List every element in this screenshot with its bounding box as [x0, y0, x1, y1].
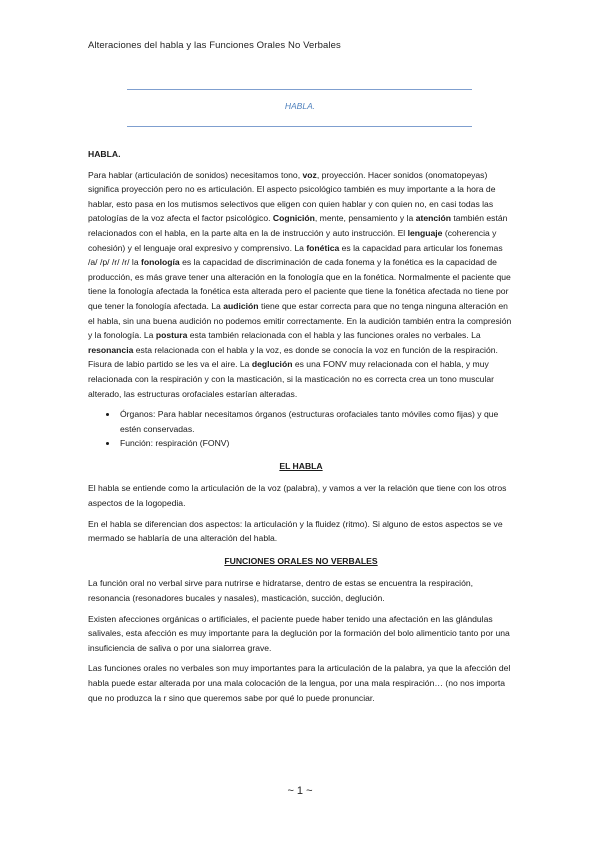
paragraph: El habla se entiende como la articulación de la voz (palabra), y vamos a ver la relación que tiene con los otros aspectos de la logopedia. — [88, 483, 507, 509]
paragraph: Existen afecciones orgánicas o artificiales, el paciente puede haber tenido una afectación en las glándulas salivales, esta afección es muy importante para la deglución por la formación del bolo alimenticio tanto por una insuficiencia de saliva o por una sialorrea grave. — [88, 613, 510, 653]
section-heading: HABLA. — [88, 149, 121, 159]
document-body — [88, 147, 514, 711]
bold-term: deglución — [251, 359, 293, 370]
bullet-item: • Función: respiración (FONV) — [118, 436, 514, 451]
running-header: Alteraciones del habla y las Funciones Orales No Verbales — [88, 40, 341, 51]
bold-term: postura — [155, 330, 188, 341]
text-run: es una FONV muy relacionada con el habla, y muy relacionada con la respiración y con la masticación, si la masticación no es correcta crea un tono muscular alterado, las estructuras orofaciales estarían alteradas. — [88, 359, 495, 399]
paragraph: Las funciones orales no verbales son muy importantes para la articulación de la palabra, ya que la afección del habla puede estar alterada por una mala colocación de la lengua, por una mala respiración… (no nos importa que no produzca la r sino que queremos sabe por qué lo puede pronunciar. — [88, 663, 511, 703]
text-run: , proyección. Hacer sonidos (onomatopeyas) significa proyección pero no es articulación. El aspecto psicológico también es muy importante a la hora de hablar, esto pasa en los mutismos selectivos que eligen con quien hablar y con quien no, en casi todas las patologías de la voz afecta el factor psicológico. — [88, 169, 496, 224]
bold-term: fonética — [306, 242, 340, 253]
text-run: (coherencia y cohesión) y el lenguaje oral expresivo y comprensivo. La — [88, 227, 497, 253]
text-run: es la capacidad para articular los fonemas /a/ /p/ /r/ /r/ la — [88, 242, 503, 268]
bullet-item: • Órganos: Para hablar necesitamos órganos (estructuras orofaciales tanto móviles como fijas) y que estén conservadas. — [118, 407, 514, 436]
bottom-divider — [127, 126, 472, 127]
page-number: ~ 1 ~ — [287, 785, 313, 797]
el-habla-heading: EL HABLA — [279, 460, 323, 471]
bold-term: lenguaje — [407, 227, 443, 238]
bold-term: fonología — [141, 257, 180, 268]
paragraph: La función oral no verbal sirve para nutrirse e hidratarse, dentro de estas se encuentra la respiración, resonancia (resonadores bucales y nasales), masticación, succión, deglución. — [88, 578, 474, 604]
text-run: esta también relacionada con el habla y las funciones orales no verbales. La — [187, 330, 481, 341]
section-caption: HABLA. — [284, 101, 316, 111]
top-divider — [127, 89, 472, 90]
text-run: esta relacionada con el habla y la voz, es donde se conocía la voz en función de la respiración. Fisura de labio partido se les va el aire. La — [88, 344, 498, 370]
intro-paragraph — [88, 168, 514, 402]
bold-term: atención — [415, 213, 452, 224]
text-run: también están relacionados con el habla, en la parte alta en la de instrucción y auto instrucción. El — [88, 213, 508, 238]
bullet-list — [88, 407, 514, 451]
bold-term: resonancia — [88, 344, 134, 355]
text-run: , mente, pensamiento y la — [314, 213, 416, 224]
text-run: Para hablar (articulación de sonidos) necesitamos tono, — [88, 169, 303, 180]
text-run: es la capacidad de discriminación de cada fonema y la fonética es la capacidad de producción, es más grave tener una alteración en la fonología que en la fonética. Normalmente el paciente que tiene la fonología afectada la fonética esta alterada pero el paciente que tiene la fonética afectada no tiene por que tener la fonología afectada. La — [88, 257, 511, 311]
bold-term: voz — [302, 169, 317, 180]
text-run: tiene que estar correcta para que no tenga ninguna alteración en el habla, sin una buena audición no podemos emitir correctamente. En la audición también entra la compresión y la fonología. La — [88, 300, 512, 341]
paragraph: En el habla se diferencian dos aspectos: la articulación y la fluidez (ritmo). Si alguno de estos aspectos se ve mermado se hablaría de una alteración del habla. — [88, 518, 503, 544]
fonv-heading: FUNCIONES ORALES NO VERBALES — [224, 555, 378, 566]
bold-term: audición — [223, 300, 259, 311]
bold-term: Cognición — [272, 213, 315, 224]
